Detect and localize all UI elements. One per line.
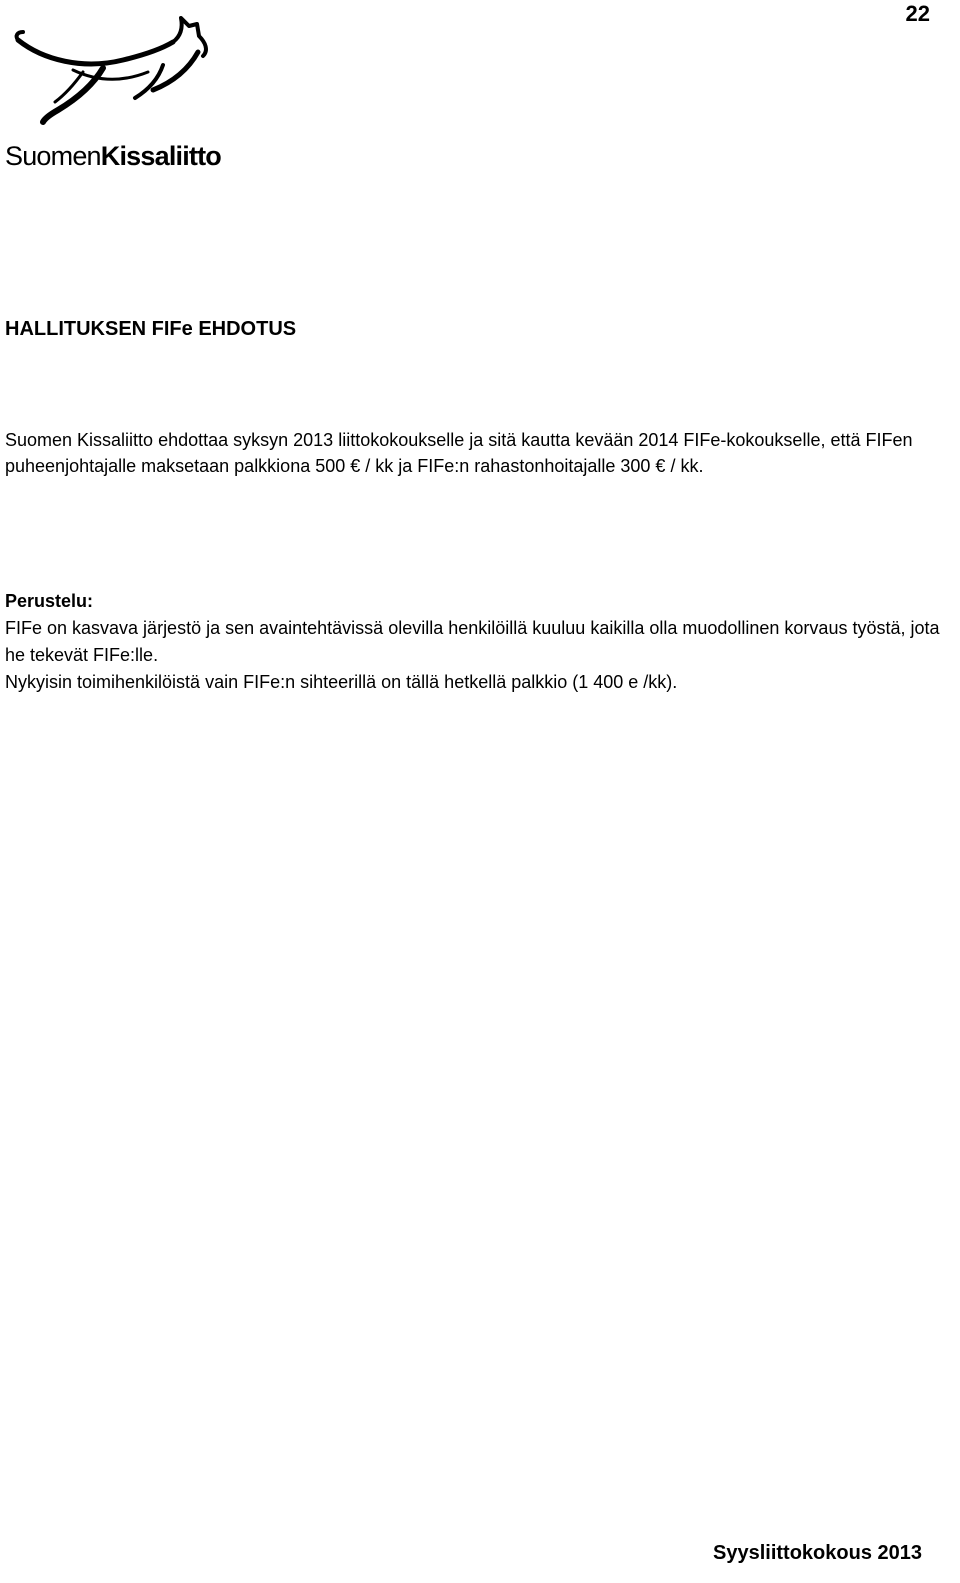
proposal-paragraph: Suomen Kissaliitto ehdottaa syksyn 2013 liittokokoukselle ja sitä kautta kevään 2014 FIFe-kokoukselle, että FIFen puheenjohtajalle maksetaan palkkiona 500 € / kk ja FIFe:n rahastonhoitajalle 300 € / kk. xyxy=(5,430,913,476)
rationale-section xyxy=(5,588,950,696)
rationale-line: FIFe on kasvava järjestö ja sen avaintehtävissä olevilla henkilöillä kuuluu kaikilla olla muodollinen korvaus työstä, jota he tekevät FIFe:lle. xyxy=(5,618,940,665)
suomen-kissaliitto-logo xyxy=(5,10,235,170)
logo-text-light: Suomen xyxy=(5,141,101,171)
footer-meeting-name: Syysliittokokous 2013 xyxy=(713,1542,922,1564)
logo-text-bold: Kissaliitto xyxy=(100,141,221,171)
logo-wordmark xyxy=(5,140,221,172)
rationale-label: Perustelu: xyxy=(5,591,94,611)
page-heading: HALLITUKSEN FIFe EHDOTUS xyxy=(5,318,297,340)
page-number: 22 xyxy=(905,1,930,26)
leaping-cat-icon xyxy=(13,10,223,140)
rationale-line: Nykyisin toimihenkilöistä vain FIFe:n sihteerillä on tällä hetkellä palkkio (1 400 e /kk). xyxy=(5,672,678,692)
